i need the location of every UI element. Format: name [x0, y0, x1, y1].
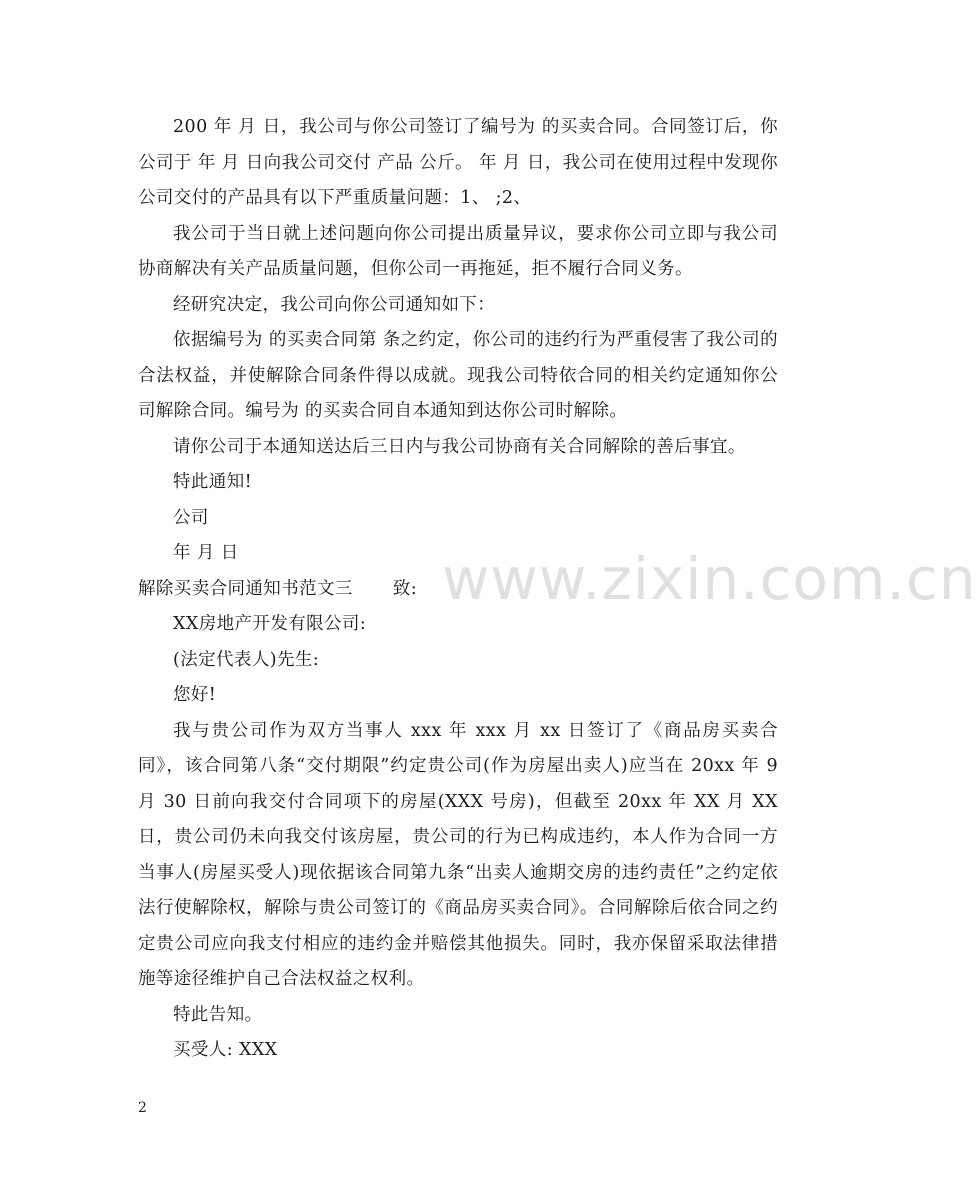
paragraph: 特此通知!: [173, 472, 253, 492]
paragraph: 200 年 月 日，我公司与你公司签订了编号为 的买卖合同。合同签订后，你公司于 年 月 日向我公司交付 产品 公斤。 年 月 日，我公司在使用过程中发现你公司交付的产品具有以下严重质量问题：1、 ;2、: [138, 117, 778, 208]
greeting: 您好!: [173, 685, 217, 705]
paragraph: 请你公司于本通知送达后三日内与我公司协商有关合同解除的善后事宜。: [173, 436, 746, 457]
paragraph: 我公司于当日就上述问题向你公司提出质量异议，要求你公司立即与我公司协商解决有关产品质量问题，但你公司一再拖延，拒不履行合同义务。: [138, 223, 778, 279]
watermark: www.zixin.com.cn: [442, 545, 977, 613]
section-heading-line: [138, 572, 778, 608]
section-heading: 解除买卖合同通知书范文三: [138, 578, 353, 599]
page-number: 2: [138, 1100, 147, 1116]
signature-company: 公司: [173, 507, 209, 528]
paragraph: 依据编号为 的买卖合同第 条之约定，你公司的违约行为严重侵害了我公司的合法权益，并使解除合同条件得以成就。现我公司特依合同的相关约定通知你公司解除合同。编号为 的买卖合同自本通知到达你公司时解除。: [138, 330, 778, 421]
paragraph: 我与贵公司作为双方当事人 xxx 年 xxx 月 xx 日签订了《商品房买卖合同》，该合同第八条“交付期限”约定贵公司(作为房屋出卖人)应当在 20xx 年 9 月 30 日前向我交付合同项下的房屋(XXX 号房)，但截至 20xx 年 XX 月 XX 日，贵公司仍未向我交付该房屋，贵公司的行为已构成违约，本人作为合同一方当事人(房屋买受人)现依据该合同第九条“出卖人逾期交房的违约责任”之约定依法行使解除权，解除与贵公司签订的《商品房买卖合同》。合同解除后依合同之约定贵公司应向我支付相应的违约金并赔偿其他损失。同时，我亦保留采取法律措施等途径维护自己合法权益之权利。: [138, 720, 778, 989]
buyer-signature: 买受人: XXX: [173, 1040, 278, 1060]
document-body: [138, 110, 778, 1069]
salutation-representative: (法定代表人)先生:: [173, 649, 320, 670]
signature-date: 年 月 日: [173, 543, 239, 563]
paragraph: 经研究决定，我公司向你公司通知如下：: [173, 294, 496, 315]
addressee: XX房地产开发有限公司:: [173, 614, 367, 634]
closing: 特此告知。: [173, 1004, 263, 1025]
section-to: 致:: [392, 578, 418, 599]
